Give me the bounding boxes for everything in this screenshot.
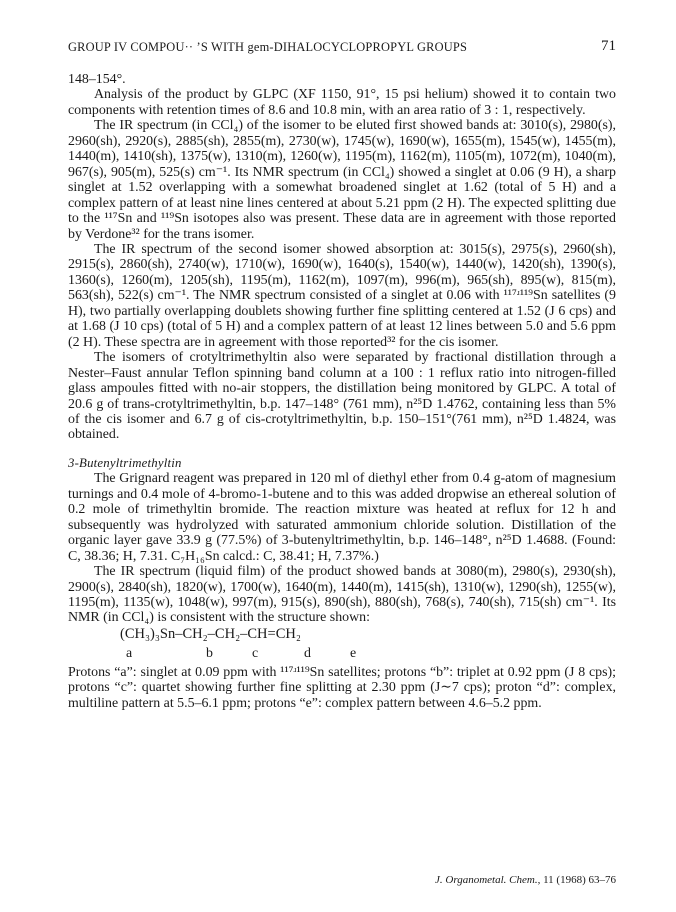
article-body	[68, 72, 616, 711]
paragraph-boiling-point: 148–154°.	[68, 72, 126, 87]
journal-name: J. Organometal. Chem.	[435, 874, 538, 886]
paragraph-grignard-prep: The Grignard reagent was prepared in 120 ml of diethyl ether from 0.4 g-atom of magnesium turnings and 0.4 mole of 4-bromo-1-butene and to this was added dropwise an ethereal solution of 0.2 mole of trimethyltin bromide. The reaction mixture was heated at reflux for 12 h and subsequently was hydrolyzed with saturated ammonium chloride solution. Distillation of the organic layer gave 33.9 g (77.5%) of 3-butenyltrimethyltin, b.p. 146–148°, n²⁵D 1.4688. (Found: C, 38.36; H, 7.31. C₇H₁₆Sn calcd.: C, 38.41; H, 7.37%.)	[68, 471, 616, 564]
journal-pages: (1968) 63–76	[556, 874, 616, 886]
running-title: GROUP IV COMPOU·· ʼS WITH gem-DIHALOCYCLOPROPYL GROUPS	[68, 40, 468, 54]
structural-formula: (CH₃)₃Sn–CH₂–CH₂–CH=CH₂	[120, 625, 301, 642]
paragraph-proton-assignments: Protons “a”: singlet at 0.09 ppm with ¹¹⁷ʴ¹¹⁹Sn satellites; protons “b”: triplet at 0.92 ppm (J 8 cps); protons “c”: quartet showing further fine splitting at 2.30 ppm (J∼7 cps); proton “d”: complex, multiline pattern at 5.5–6.1 ppm; protons “e”: complex pattern between 4.6–5.2 ppm.	[68, 664, 616, 711]
proton-label-b: b	[206, 645, 213, 661]
paragraph-ir-second-isomer: The IR spectrum of the second isomer showed absorption at: 3015(s), 2975(s), 2960(sh), 2915(s), 2860(sh), 2740(w), 1710(w), 1690(w), 1640(s), 1540(w), 1440(w), 1420(sh), 1390(s), 1360(s), 1260(m), 1205(sh), 1195(m), 1162(m), 1097(m), 996(m), 965(sh), 895(w), 815(m), 563(sh), 522(s) cm⁻¹. The NMR spectrum consisted of a singlet at 0.06 with ¹¹⁷ʴ¹¹⁹Sn satellites (9 H), two partially overlapping doublets showing further fine splitting centered at 1.52 (J 6 cps) and at 1.68 (J 10 cps) (total of 5 H) and a complex pattern of at least 12 lines between 5.0 and 5.6 ppm (2 H). These spectra are in agreement with those reported³² for the cis isomer.	[68, 241, 616, 350]
proton-label-c: c	[252, 645, 259, 661]
paragraph-glpc-analysis: Analysis of the product by GLPC (XF 1150, 91°, 15 psi helium) showed it to contain two components with retention times of 8.6 and 10.8 min, with an area ratio of 3 : 1, respectively.	[68, 87, 616, 118]
proton-label-e: e	[350, 645, 357, 661]
paragraph-ir-first-isomer: The IR spectrum (in CCl₄) of the isomer to be eluted first showed bands at: 3010(s), 2980(s), 2960(sh), 2920(s), 2885(sh), 2855(m), 2730(w), 1745(w), 1690(w), 1655(m), 1545(w), 1455(m), 1440(m), 1410(sh), 1375(w), 1310(m), 1260(w), 1195(m), 1162(m), 1105(m), 1072(m), 1040(m), 967(s), 905(m), 525(s) cm⁻¹. Its NMR spectrum (in CCl₄) showed a singlet at 0.06 (9 H), a sharp singlet at 1.52 overlapping with a somewhat broadened singlet at 1.62 (total of 5 H) and a complex pattern of at least nine lines centered at about 5.21 ppm (2 H). The expected splitting due to the ¹¹⁷Sn and ¹¹⁹Sn isotopes also was present. These data are in agreement with those reported by Verdone³² for the trans isomer.	[68, 118, 616, 242]
paragraph-isomer-separation: The isomers of crotyltrimethyltin also were separated by fractional distillation through a Nester–Faust annular Teflon spinning band column at a 100 : 1 reflux ratio into nitrogen-filled glass ampoules fitted with no-air stoppers, the distillation being monitored by GLPC. A total of 20.6 g of trans-crotyltrimethyltin, b.p. 147–148° (761 mm), n²⁵D 1.4762, containing less than 5% of the cis isomer and 6.7 g of cis-crotyltrimethyltin, b.p. 150–151°(761 mm), n²⁵D 1.4824, was obtained.	[68, 350, 616, 443]
section-heading: 3-Butenyltrimethyltin	[68, 455, 182, 470]
running-header	[68, 40, 616, 58]
paragraph-ir-product: The IR spectrum (liquid film) of the product showed bands at 3080(m), 2980(s), 2930(sh), 2900(s), 2840(sh), 1820(w), 1700(w), 1640(m), 1440(m), 1415(sh), 1310(w), 1290(sh), 1255(w), 1195(m), 1135(w), 1048(w), 997(m), 915(s), 890(sh), 880(sh), 768(s), 740(sh), 715(sh) cm⁻¹. Its NMR (in CCl₄) is consistent with the structure shown:	[68, 564, 616, 626]
proton-label-d: d	[304, 645, 311, 661]
proton-label-a: a	[126, 645, 133, 661]
journal-volume: 11	[543, 874, 554, 886]
proton-labels	[68, 643, 616, 665]
journal-citation: J. Organometal. Chem., 11 (1968) 63–76	[435, 874, 616, 886]
page-number: 71	[601, 38, 616, 54]
